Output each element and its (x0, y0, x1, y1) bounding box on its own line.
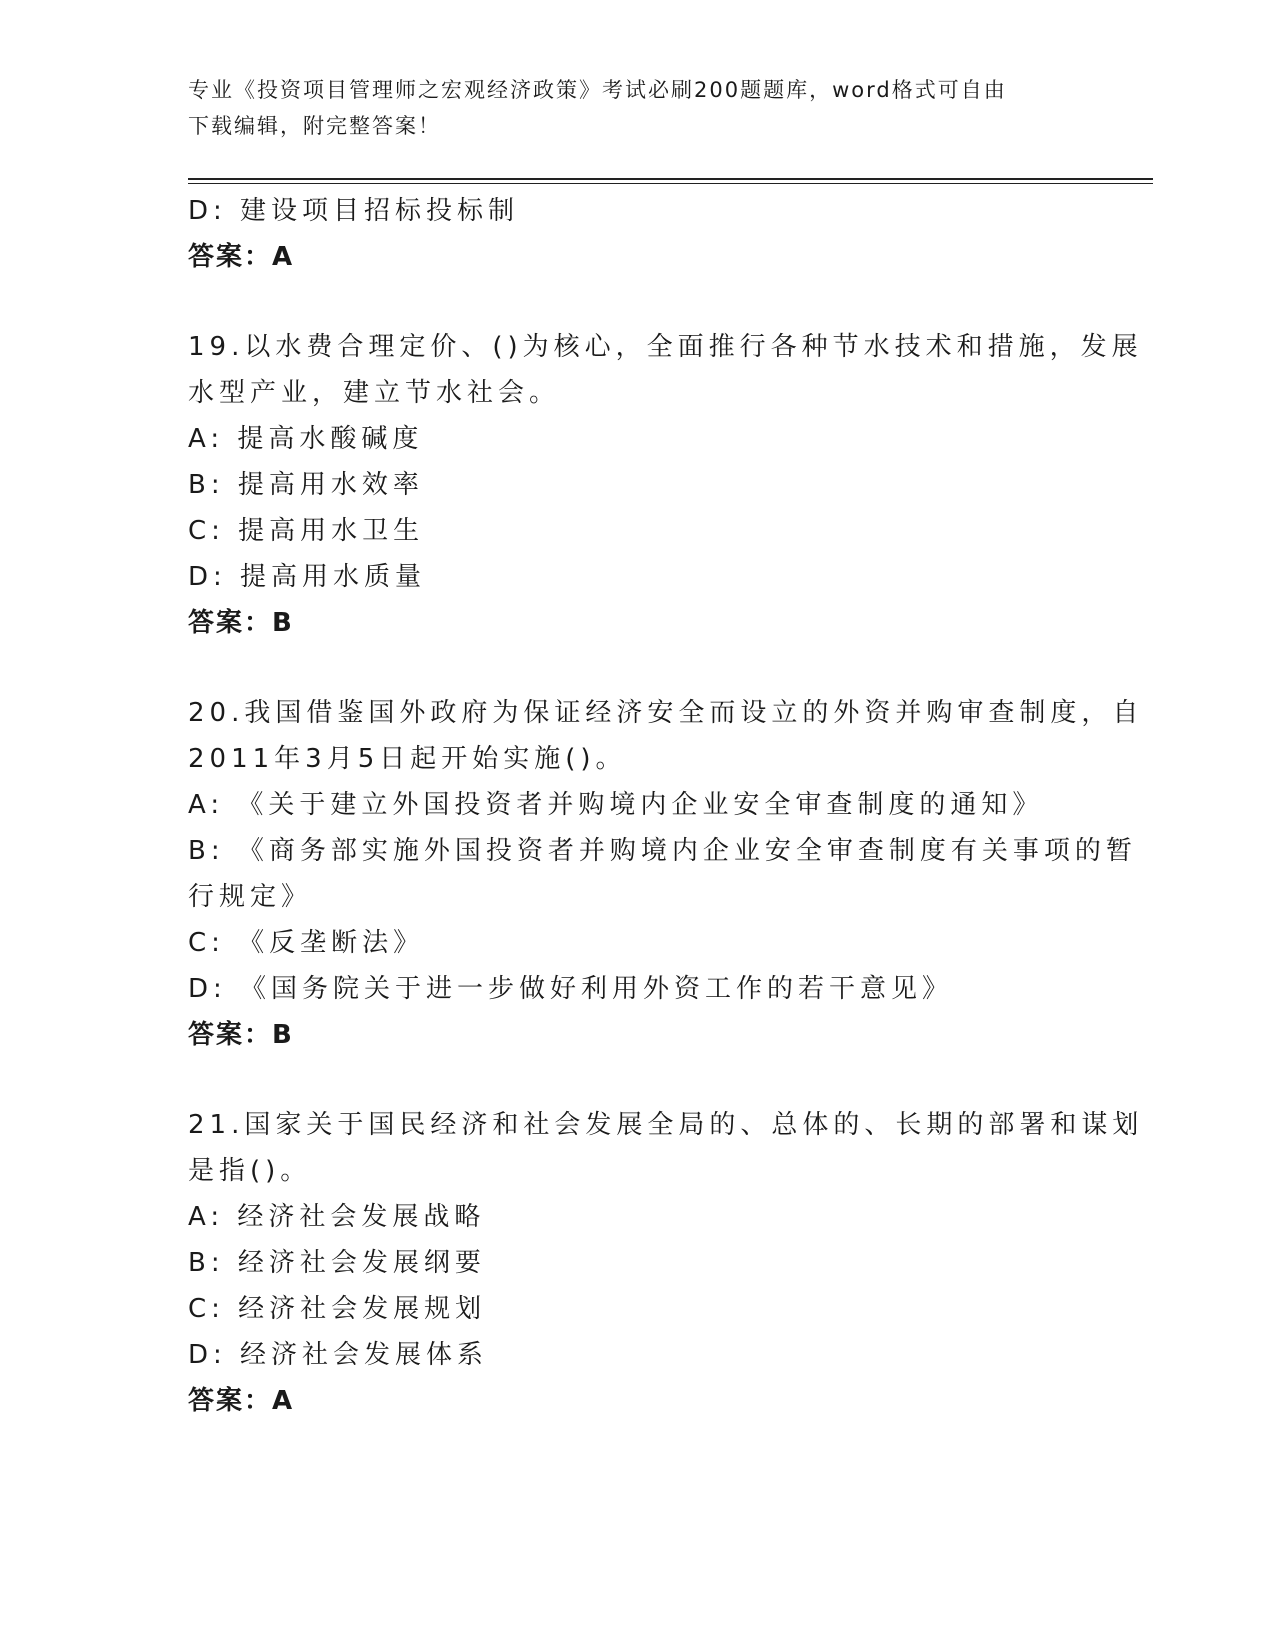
question-20 (188, 690, 1144, 1058)
spacer (188, 646, 1078, 690)
option-a: A: 经济社会发展战略 (188, 1202, 486, 1232)
option-a: A: 《关于建立外国投资者并购境内企业安全审查制度的通知》 (188, 790, 1044, 820)
option-b-cont: 行规定》 (188, 882, 313, 912)
header-line-1: 专业《投资项目管理师之宏观经济政策》考试必刷200题题库，word格式可自由 (188, 78, 1007, 102)
question-18-tail (188, 188, 1078, 280)
option-c: C: 提高用水卫生 (188, 516, 425, 546)
answer-line: 答案：A (188, 242, 295, 272)
question-stem-cont: 2011年3月5日起开始实施()。 (188, 744, 627, 774)
spacer (188, 1058, 1078, 1102)
header-rule-thick (188, 178, 1153, 180)
option-a: A: 提高水酸碱度 (188, 424, 424, 454)
option-d: D: 提高用水质量 (188, 562, 427, 592)
question-stem-cont: 水型产业，建立节水社会。 (188, 378, 561, 408)
answer-line: 答案：B (188, 1020, 294, 1050)
option-b: B: 提高用水效率 (188, 470, 424, 500)
option-b: B: 《商务部实施外国投资者并购境内企业安全审查制度有关事项的暂 (188, 836, 1137, 866)
question-list (188, 188, 1144, 1424)
option-c: C: 经济社会发展规划 (188, 1294, 487, 1324)
question-stem: 20.我国借鉴国外政府为保证经济安全而设立的外资并购审查制度，自 (188, 698, 1144, 728)
question-stem: 21.国家关于国民经济和社会发展全局的、总体的、长期的部署和谋划 (188, 1110, 1144, 1140)
option-d: D: 《国务院关于进一步做好利用外资工作的若干意见》 (188, 974, 954, 1004)
question-stem: 19.以水费合理定价、()为核心，全面推行各种节水技术和措施，发展 (188, 332, 1143, 362)
answer-line: 答案：B (188, 608, 294, 638)
spacer (188, 280, 1078, 324)
option-c: C: 《反垄断法》 (188, 928, 425, 958)
document-header (188, 72, 1078, 144)
option-d: D: 建设项目招标投标制 (188, 196, 520, 226)
option-b: B: 经济社会发展纲要 (188, 1248, 486, 1278)
answer-line: 答案：A (188, 1386, 295, 1416)
option-d: D: 经济社会发展体系 (188, 1340, 489, 1370)
question-stem-cont: 是指()。 (188, 1156, 312, 1186)
question-21 (188, 1102, 1144, 1424)
question-19 (188, 324, 1143, 646)
header-rule-thin (188, 183, 1153, 184)
header-line-2: 下载编辑，附完整答案！ (188, 114, 441, 138)
